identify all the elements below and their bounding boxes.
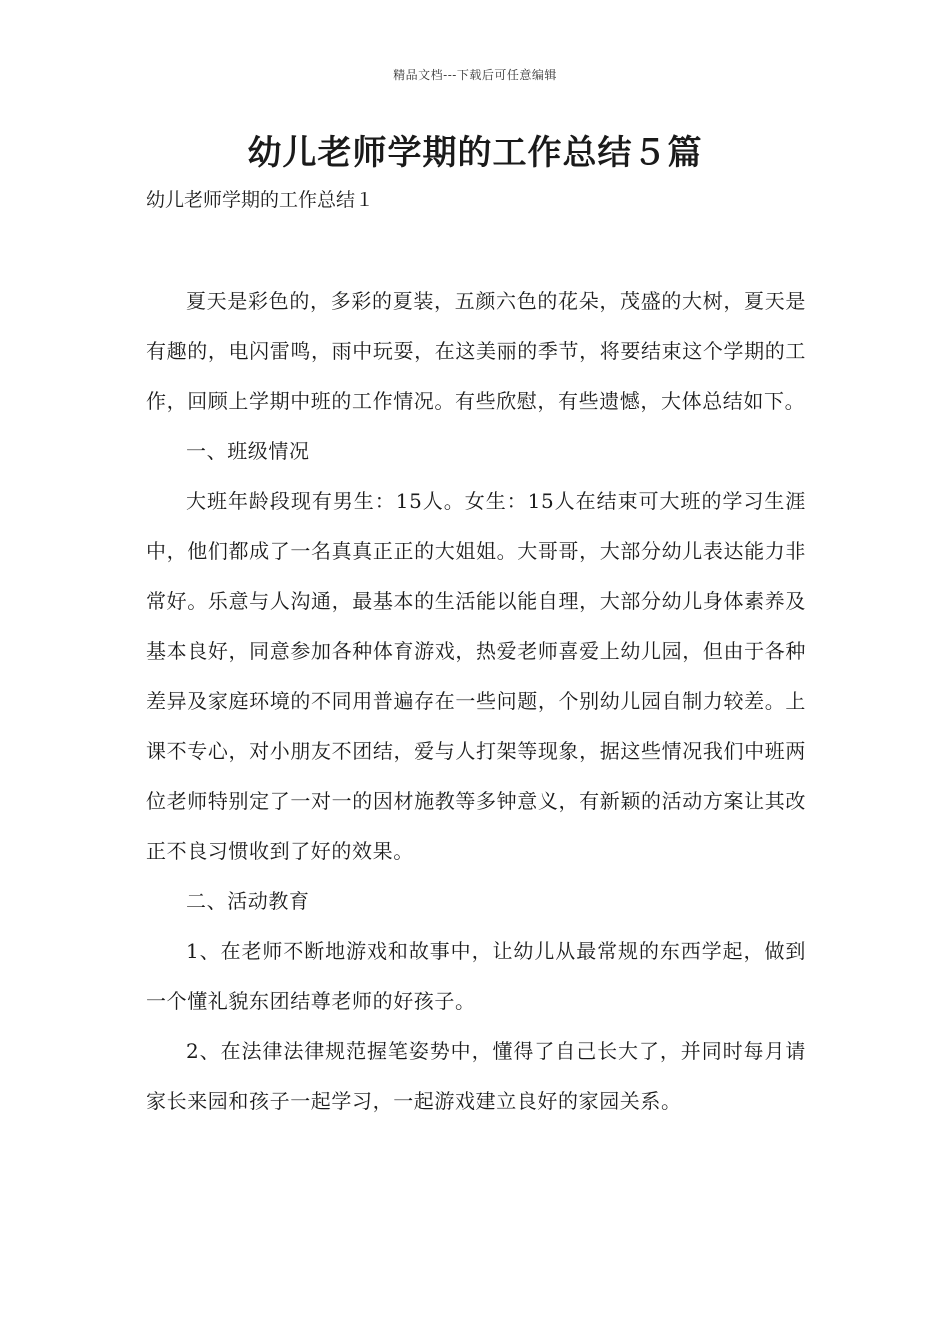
paragraph-activity-item-2: 2、在法律法律规范握笔姿势中，懂得了自己长大了，并同时每月请家长来园和孩子一起学习，一起游戏建立良好的家园关系。 <box>146 1039 806 1113</box>
paragraph-activity-item-1: 1、在老师不断地游戏和故事中，让幼儿从最常规的东西学起，做到一个懂礼貌东团结尊老师的好孩子。 <box>146 939 806 1013</box>
header-note: 精品文档---下载后可任意编辑 <box>393 68 557 82</box>
document-body <box>146 276 806 1126</box>
document-subtitle: 幼儿老师学期的工作总结１ <box>146 189 375 211</box>
section-heading-class-situation: 一、班级情况 <box>186 439 310 463</box>
section-heading-activity-education: 二、活动教育 <box>186 889 310 913</box>
paragraph-intro: 夏天是彩色的，多彩的夏装，五颜六色的花朵，茂盛的大树，夏天是有趣的，电闪雷鸣，雨中玩耍，在这美丽的季节，将要结束这个学期的工作，回顾上学期中班的工作情况。有些欣慰，有些遗憾，大体总结如下。 <box>146 289 806 413</box>
paragraph-class-situation: 大班年龄段现有男生：15人。女生：15人在结束可大班的学习生涯中，他们都成了一名真真正正的大姐姐。大哥哥，大部分幼儿表达能力非常好。乐意与人沟通，最基本的生活能以能自理，大部分幼儿身体素养及基本良好，同意参加各种体育游戏，热爱老师喜爱上幼儿园，但由于各种差异及家庭环境的不同用普遍存在一些问题，个别幼儿园自制力较差。上课不专心，对小朋友不团结，爱与人打架等现象，据这些情况我们中班两位老师特别定了一对一的因材施教等多钟意义，有新颖的活动方案让其改正不良习惯收到了好的效果。 <box>146 489 806 863</box>
document-title: 幼儿老师学期的工作总结５篇 <box>247 133 703 173</box>
